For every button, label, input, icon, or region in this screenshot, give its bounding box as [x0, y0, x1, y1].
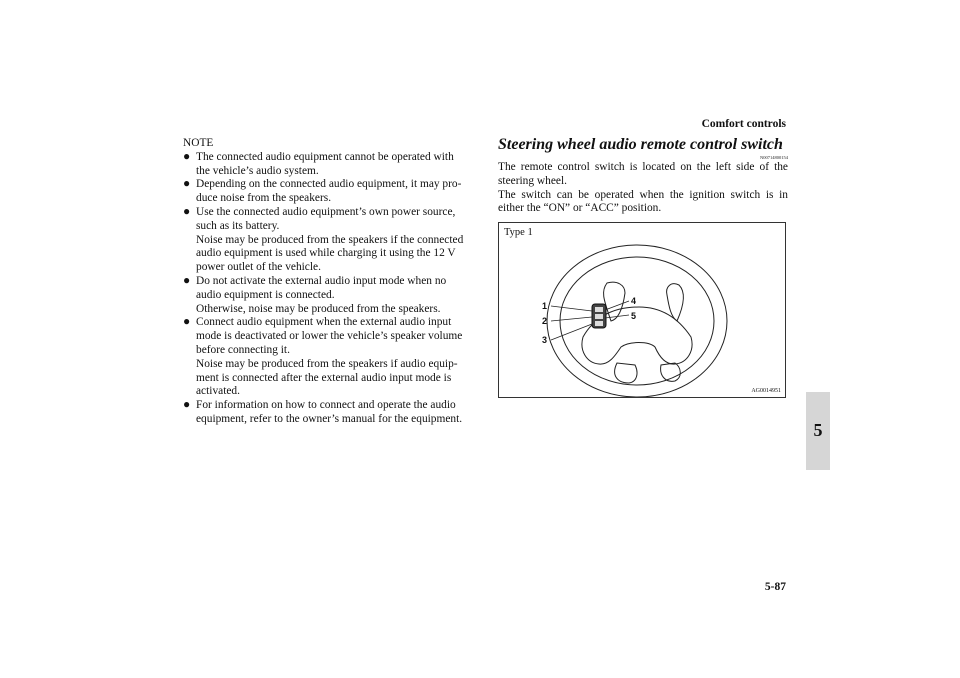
note-line: Depending on the connected audio equipment, it may pro-	[196, 178, 462, 191]
note-list	[183, 148, 475, 427]
callout-lines	[551, 301, 629, 340]
note-item	[183, 203, 475, 275]
section-header: Comfort controls	[701, 118, 786, 130]
note-line: power outlet of the vehicle.	[196, 261, 321, 274]
figure-code: AG0014951	[751, 388, 781, 394]
chapter-tab	[806, 392, 830, 470]
note-line: audio equipment is connected.	[196, 288, 335, 301]
note-line: Use the connected audio equipment’s own power source,	[196, 205, 456, 218]
note-section	[183, 137, 475, 427]
chapter-number: 5	[813, 420, 823, 440]
page-number: 5-87	[764, 581, 786, 593]
figure-type-label: Type 1	[504, 227, 533, 238]
wheel-inner-rim	[560, 257, 714, 385]
note-label: NOTE	[183, 137, 214, 149]
callout-label: 4	[631, 296, 637, 306]
section-code: N00714800154	[760, 155, 788, 160]
note-line: before connecting it.	[196, 343, 290, 356]
note-line: activated.	[196, 385, 240, 398]
bullet-icon: ●	[183, 397, 191, 412]
note-line: equipment, refer to the owner’s manual for the equipment.	[196, 412, 463, 425]
note-line: The connected audio equipment cannot be operated with	[196, 150, 454, 163]
note-line: duce noise from the speakers.	[196, 192, 332, 205]
bullet-icon: ●	[183, 272, 191, 287]
callout-label: 5	[631, 311, 637, 321]
note-item	[183, 399, 475, 427]
note-line: such as its battery.	[196, 219, 280, 232]
section-title: Steering wheel audio remote control switch	[498, 136, 783, 153]
steering-wheel-figure	[498, 222, 786, 398]
note-line: Do not activate the external audio input mode when no	[196, 274, 447, 287]
note-line: Otherwise, noise may be produced from the speakers.	[196, 302, 441, 315]
remote-switch-section	[498, 135, 788, 216]
bullet-icon: ●	[183, 148, 191, 163]
note-line: Noise may be produced from the speakers if the connected	[196, 233, 464, 246]
bullet-icon: ●	[183, 203, 191, 218]
callout-label: 3	[542, 335, 548, 345]
wheel-bottom-left-spoke	[615, 363, 637, 383]
body-paragraph: The switch can be operated when the ignition switch is in either the “ON” or “ACC” position.	[498, 188, 788, 215]
wheel-left-spoke	[604, 282, 625, 321]
note-line: mode is deactivated or lower the vehicle’s speaker volume	[196, 330, 463, 343]
note-line: For information on how to connect and operate the audio	[196, 399, 456, 412]
note-line: Connect audio equipment when the external audio input	[196, 316, 452, 329]
callout-label: 1	[542, 301, 548, 311]
note-line: the vehicle’s audio system.	[196, 164, 319, 177]
bullet-icon: ●	[183, 314, 191, 329]
audio-switch-cluster	[592, 304, 606, 328]
body-paragraph: The remote control switch is located on the left side of the steering wheel.	[498, 161, 788, 187]
note-line: audio equipment is used while charging it using the 12 V	[196, 247, 456, 260]
steering-wheel-illustration	[499, 223, 785, 397]
note-line: Noise may be produced from the speakers if audio equip-	[196, 357, 458, 370]
note-item	[183, 148, 475, 179]
note-line: ment is connected after the external audio input mode is	[196, 371, 452, 384]
note-item	[183, 178, 475, 206]
note-item	[183, 272, 475, 316]
callout-label: 2	[542, 316, 548, 326]
bullet-icon: ●	[183, 176, 191, 191]
note-item	[183, 316, 475, 399]
